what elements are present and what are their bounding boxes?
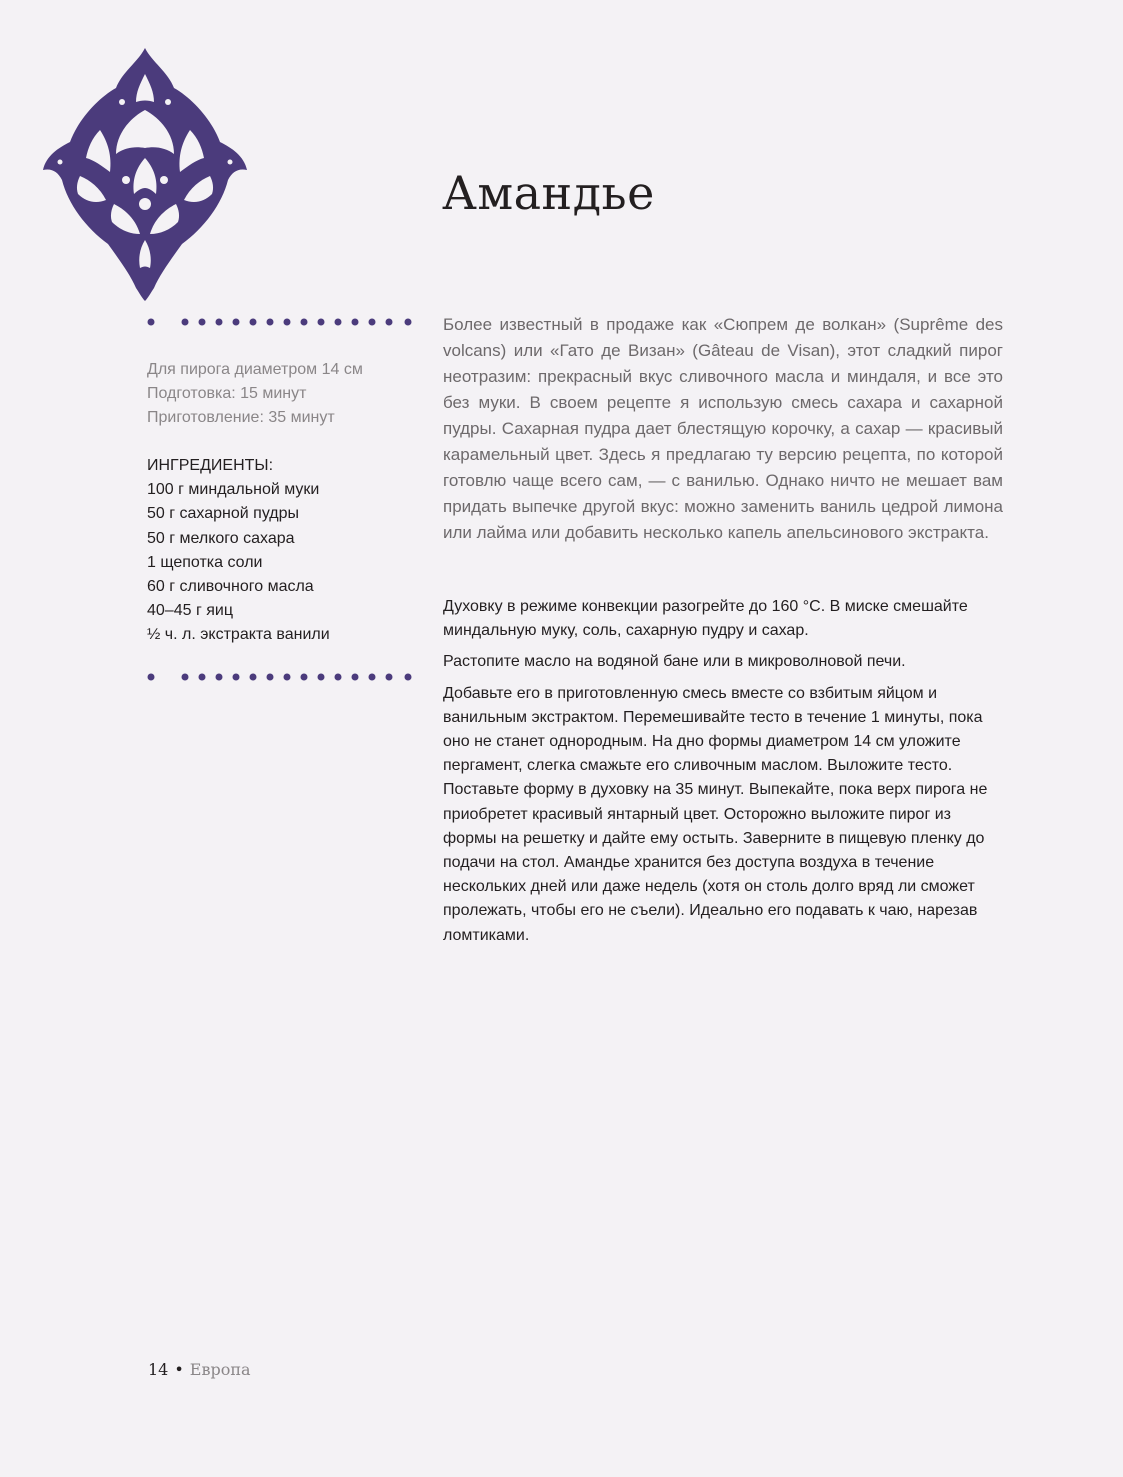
ingredients-list (147, 454, 427, 648)
section-name: Европа (189, 1360, 251, 1379)
page-footer (148, 1360, 251, 1379)
recipe-title: Амандье (442, 166, 655, 220)
step-paragraph: Добавьте его в приготовленную смесь вместе со взбитым яйцом и ванильным экстрактом. Перемешивайте тесто в течение 1 минуты, пока оно не станет однородным. На дно формы диаметром 14 см уложите пергамент, слегка смажьте его сливочным маслом. Выложите тесто. Поставьте форму в духовку на 35 минут. Выпекайте, пока верх пирога не приобретет красивый янтарный цвет. Осторожно выложите пирог из формы на решетку и дайте ему остыть. Заверните в пищевую пленку до подачи на стол. Амандье хранится без доступа воздуха в течение нескольких дней или даже недель (хотя он столь долго вряд ли сможет пролежать, чтобы его не съели). Идеально его подавать к чаю, нарезав ломтиками. (443, 684, 988, 944)
footer-separator: • (174, 1360, 184, 1379)
ingredient-item: ½ ч. л. экстракта ванили (147, 626, 330, 644)
ingredient-item: 50 г мелкого сахара (147, 529, 295, 547)
prep-time: Подготовка: 15 минут (147, 385, 307, 402)
ingredient-item: 1 щепотка соли (147, 553, 263, 571)
page-number: 14 (148, 1360, 169, 1379)
step-paragraph: Растопите масло на водяной бане или в микроволновой печи. (443, 653, 906, 671)
serving-size: Для пирога диаметром 14 см (147, 361, 363, 378)
recipe-steps (443, 595, 1008, 955)
step-paragraph: Духовку в режиме конвекции разогрейте до 160 °C. В миске смешайте миндальную муку, соль, сахарную пудру и сахар. (443, 598, 968, 640)
damask-ornament-icon (42, 44, 248, 302)
dotted-divider-bottom (146, 671, 416, 683)
ingredients-heading: ИНГРЕДИЕНТЫ: (147, 457, 274, 474)
dotted-divider-top (146, 316, 416, 328)
ingredient-item: 60 г сливочного масла (147, 578, 314, 596)
recipe-meta (147, 358, 427, 430)
ingredient-item: 100 г миндальной муки (147, 481, 320, 499)
cook-time: Приготовление: 35 минут (147, 409, 335, 426)
ingredient-item: 50 г сахарной пудры (147, 505, 300, 523)
ingredient-item: 40–45 г яиц (147, 602, 233, 620)
intro-paragraph: Более известный в продаже как «Сюпрем де волкан» (Suprême des volcans) или «Гато де Визан» (Gâteau de Visan), этот сладкий пирог неотразим: прекрасный вкус сливочного масла и миндаля, и все это без муки. В своем рецепте я использую смесь сахара и сахарной пудры. Сахарная пудра дает блестящую корочку, а сахар — красивый карамельный цвет. Здесь я предлагаю ту версию рецепта, по которой готовлю чаще всего сам, — с ванилью. Однако ничто не мешает вам придать выпечке другой вкус: можно заменить ваниль цедрой лимона или лайма или добавить несколько капель апельсинового экстракта. (443, 315, 1003, 542)
